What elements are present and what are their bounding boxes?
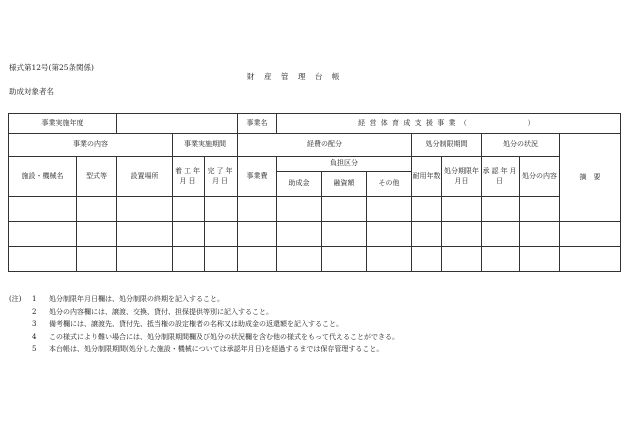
remarks-header: 摘 要 [560,134,621,222]
model-header: 型式等 [77,157,117,197]
table-row [9,222,621,247]
table-cell [520,222,560,247]
table-cell [117,247,173,272]
table-cell [277,197,322,222]
table-cell [482,222,520,247]
table-cell [367,197,412,222]
table-cell [9,222,77,247]
asset-ledger-table [8,113,621,272]
note-number: 3 [32,320,37,329]
facility-name-header: 施設・機械名 [9,157,77,197]
burden-header: 負担区分 [277,157,412,172]
cost-group-header: 経費の配分 [238,134,412,157]
loan-header: 融資額 [322,172,367,197]
restriction-group-header: 処分制限期間 [412,134,482,157]
notes-prefix: (注) [9,295,22,303]
subheader-row [9,157,621,172]
note-number: 4 [32,332,37,341]
table-cell [238,247,277,272]
table-cell [560,222,621,247]
project-name-label: 事業名 [238,114,277,134]
table-cell [173,247,205,272]
table-cell [442,247,482,272]
subsidy-header: 助成金 [277,172,322,197]
note-item [9,293,399,306]
table-cell [442,197,482,222]
note-text: 本台帳は、処分制限期間(処分した施設・機械については承認年月日)を経過するまでは保存管理すること。 [49,345,384,354]
note-item [9,318,399,331]
notes-section [9,293,399,356]
group-header-row [9,134,621,157]
fiscal-year-label: 事業実施年度 [9,114,117,134]
table-cell [77,197,117,222]
table-cell [520,197,560,222]
durable-years-header: 耐用年数 [412,157,442,197]
table-cell [322,197,367,222]
note-number: 1 [32,295,37,303]
approval-date-header: 承認年月日 [482,157,520,197]
table-row [9,247,621,272]
table-cell [117,222,173,247]
table-cell [412,197,442,222]
table-cell [482,197,520,222]
beneficiary-label: 助成対象者名 [9,87,54,96]
note-item [9,306,399,319]
table-cell [412,247,442,272]
table-cell [77,247,117,272]
table-cell [9,247,77,272]
period-group-header: 事業実施期間 [173,134,238,157]
project-info-row [9,114,621,134]
table-cell [77,222,117,247]
table-cell [238,197,277,222]
page-title: 財産管理台帳 [247,72,349,81]
project-cost-header: 事業費 [238,157,277,197]
table-cell [412,222,442,247]
table-cell [367,222,412,247]
location-header: 設置場所 [117,157,173,197]
start-date-header: 着工年月日 [173,157,205,197]
table-cell [117,197,173,222]
completion-date-header: 完了年月日 [205,157,238,197]
table-cell [205,222,238,247]
note-text: 備考欄には、譲渡先、貸付先、抵当権の設定権者の名称又は助成金の返還額を記入すること。 [49,320,343,329]
note-number: 5 [32,345,37,354]
table-cell [277,222,322,247]
table-cell [9,197,77,222]
table-cell [442,222,482,247]
form-number: 様式第12号(第25条関係) [9,63,94,72]
note-item [9,343,399,356]
note-item [9,331,399,344]
table-cell [173,222,205,247]
content-group-header: 事業の内容 [9,134,173,157]
disposal-group-header: 処分の状況 [482,134,560,157]
note-text: 処分制限年月日欄は、処分制限の終期を記入すること。 [49,295,224,303]
table-cell [367,247,412,272]
table-row [9,197,621,222]
disposal-detail-header: 処分の内容 [520,157,560,197]
table-cell [173,197,205,222]
other-header: その他 [367,172,412,197]
table-cell [322,222,367,247]
table-cell [322,247,367,272]
table-cell [205,247,238,272]
restriction-date-header: 処分期限年月日 [442,157,482,197]
table-cell [482,247,520,272]
table-cell [560,247,621,272]
note-text: 処分の内容欄には、譲渡、交換、貸付、担保提供等別に記入すること。 [49,307,273,316]
table-cell [238,222,277,247]
fiscal-year-value [117,114,238,134]
note-number: 2 [32,307,37,316]
table-cell [520,247,560,272]
note-text: この様式により難い場合には、処分制限期間欄及び処分の状況欄を含む他の様式をもって代えることができる。 [49,332,399,341]
table-cell [277,247,322,272]
project-name-value: 経営体育成支援事業（ ） [277,114,621,134]
table-cell [205,197,238,222]
